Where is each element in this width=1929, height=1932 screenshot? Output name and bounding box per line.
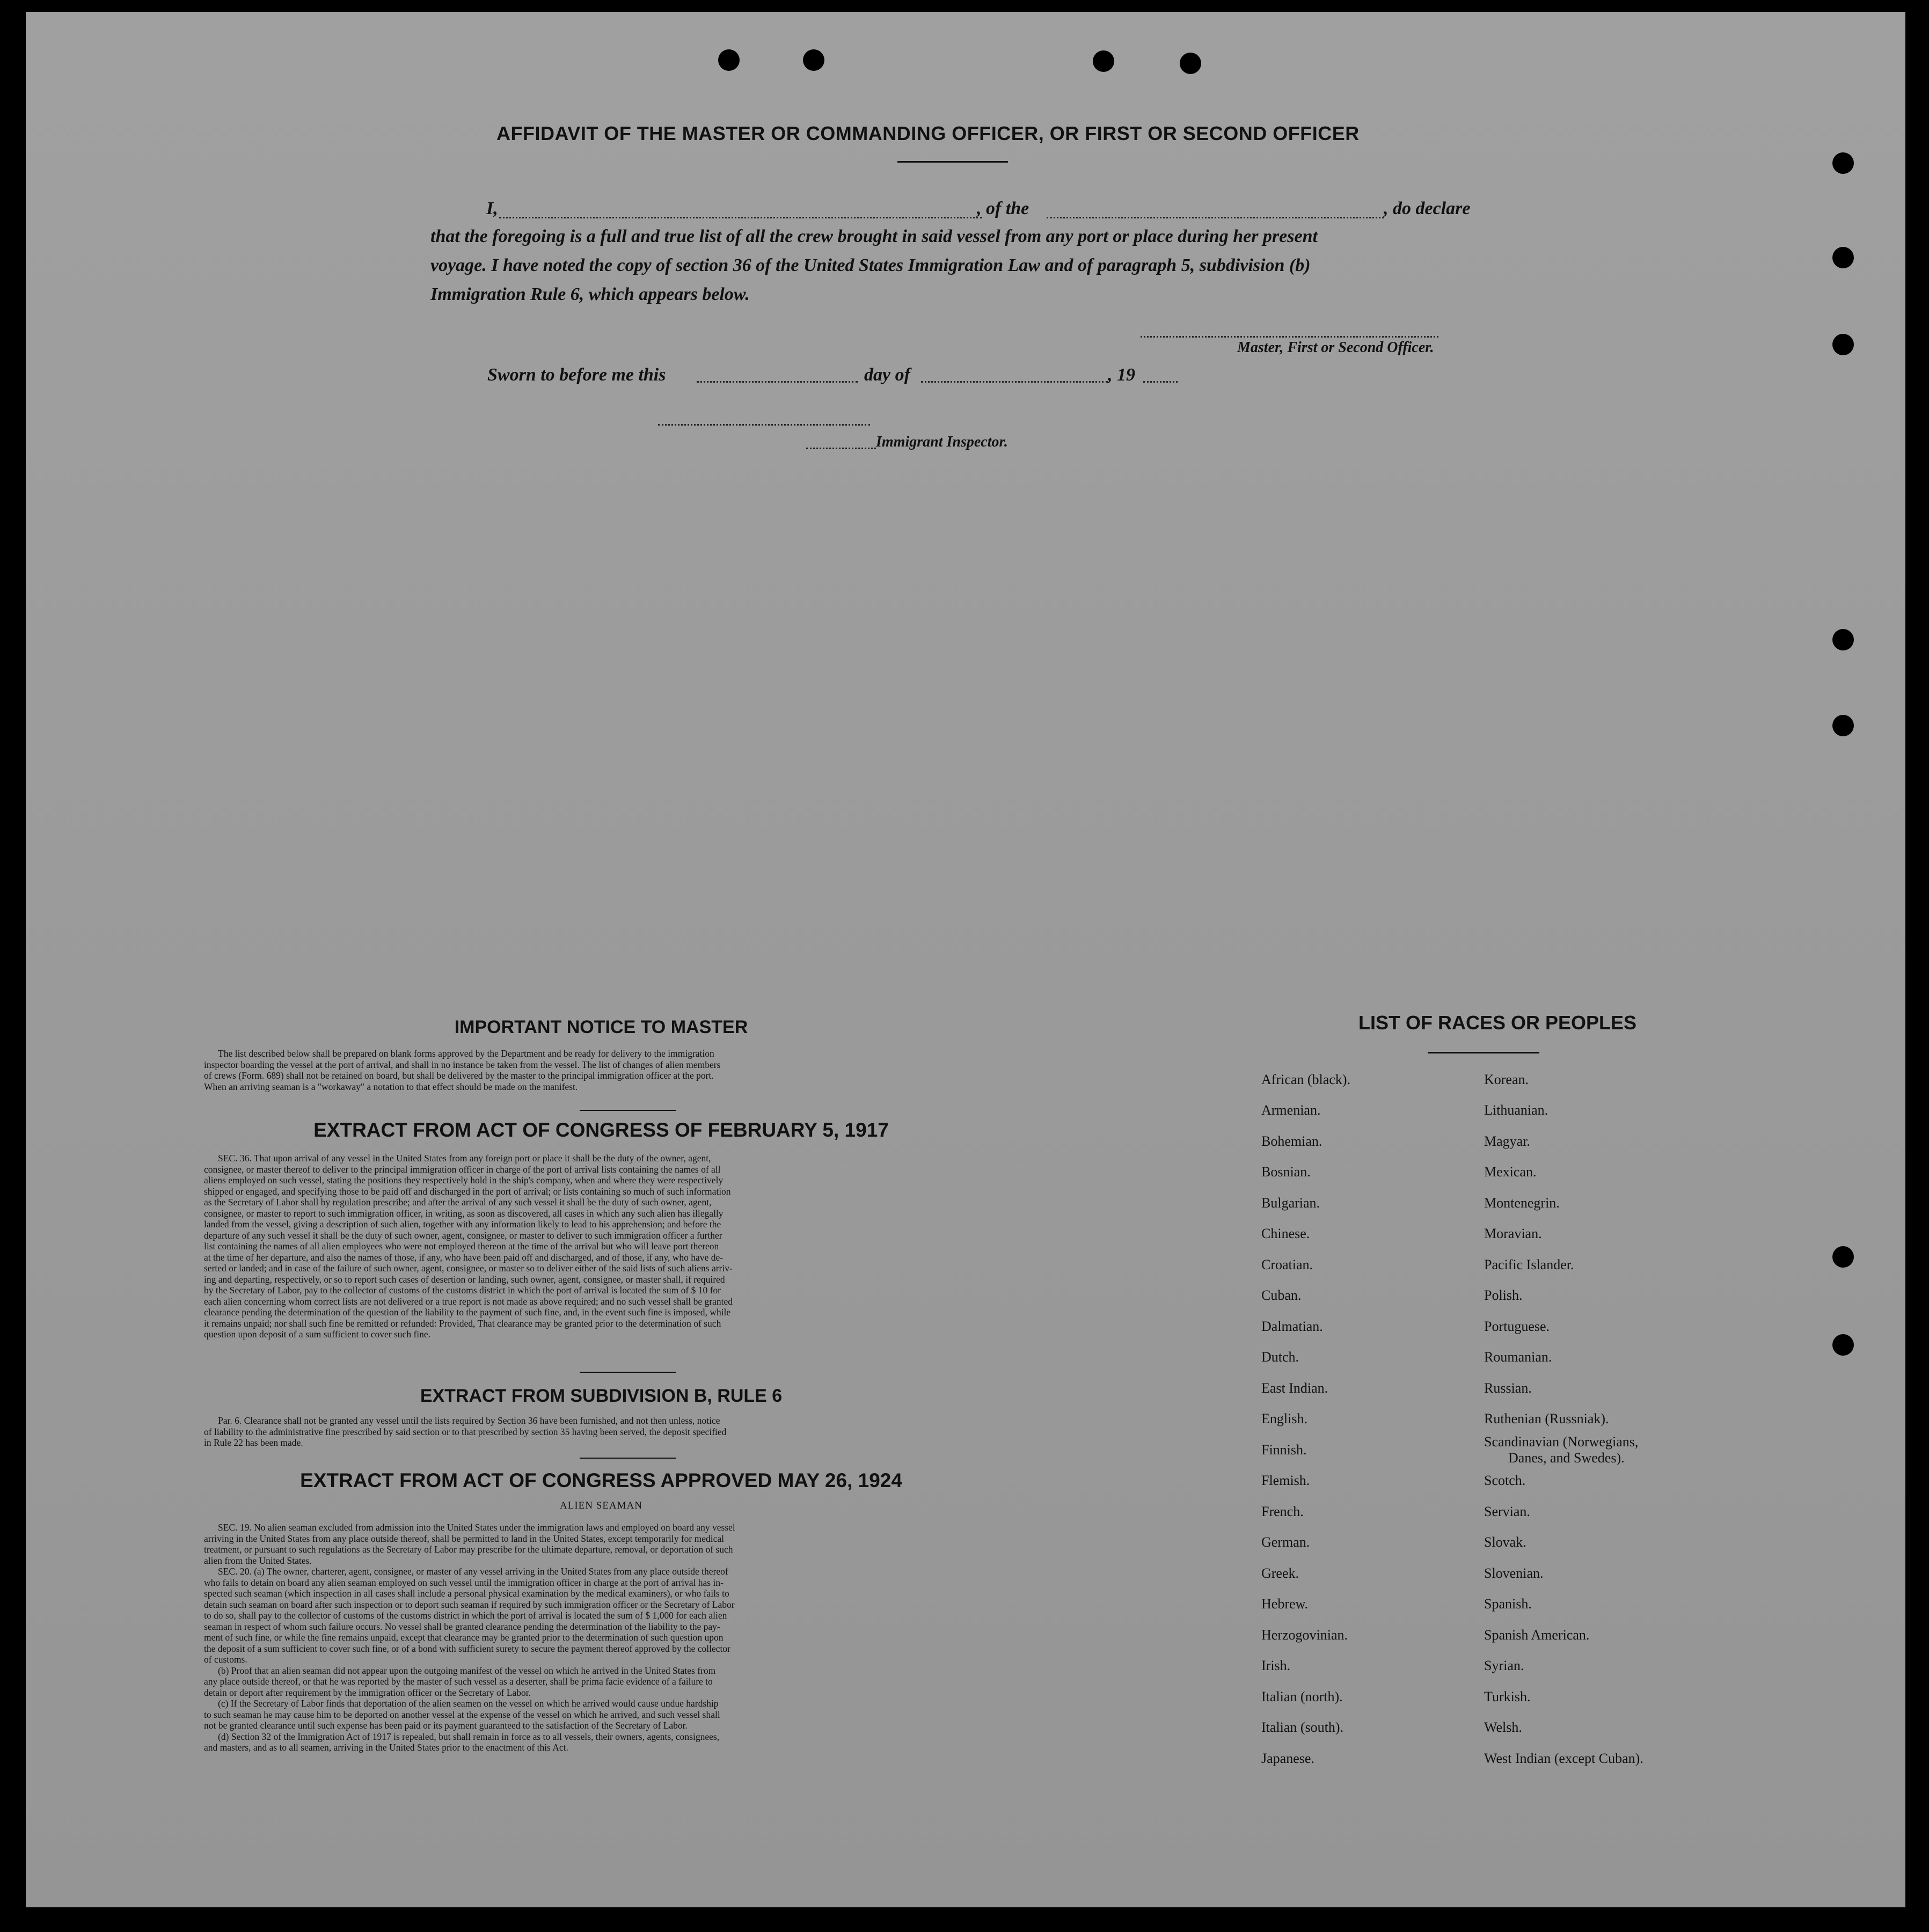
race-item: Hebrew.	[1261, 1596, 1309, 1612]
section-divider	[580, 1372, 676, 1373]
extract-1917-line: consignee, or master thereof to deliver to the principal immigration officer in charge of the port of arrival lists containing the names of all	[204, 1163, 721, 1175]
race-item: Croatian.	[1261, 1257, 1313, 1272]
notice-title: IMPORTANT NOTICE TO MASTER	[454, 1017, 748, 1037]
race-item: Ruthenian (Russniak).	[1484, 1411, 1609, 1426]
punch-hole	[1832, 1246, 1854, 1268]
extract-1924-line: seaman in respect of whom such failure occurs. No vessel shall be granted clearance pending the determination of the liability to the pay-	[204, 1621, 720, 1632]
section-divider	[580, 1458, 676, 1459]
race-item: Scandinavian (Norwegians,	[1484, 1434, 1639, 1450]
extract-1917-line: SEC. 36. That upon arrival of any vessel in the United States from any foreign port or place it shall be the duty of the owner, agent,	[218, 1153, 711, 1163]
race-item: Portuguese.	[1484, 1319, 1550, 1334]
race-item: Syrian.	[1484, 1658, 1524, 1673]
extract-rule6-line: of liability to the administrative fine prescribed by said section or to that prescribed by section 35 having been served, the deposit specified	[204, 1426, 727, 1437]
extract-rule6-title: EXTRACT FROM SUBDIVISION B, RULE 6	[420, 1386, 783, 1406]
race-item: Scotch.	[1484, 1473, 1526, 1488]
extract-1917-line: list containing the names of all alien employees who were not employed thereon at the time of the arrival but who will leave port thereon	[204, 1241, 719, 1252]
extract-1924-line: who fails to detain on board any alien seaman employed on such vessel until the immigration officer in charge at the port of arrival has in-	[204, 1577, 724, 1588]
punch-hole	[803, 49, 824, 71]
blank-month-field[interactable]	[921, 381, 1108, 383]
extract-1917-line: consignee, or master to report to such immigration officer, in writing, as soon as discovered, all cases in which any such alien has illegally	[204, 1208, 724, 1219]
affidavit-line-3: voyage. I have noted the copy of section 36 of the United States Immigration Law and of paragraph 5, subdivision (b)	[430, 255, 1311, 275]
inspector-label: Immigrant Inspector.	[876, 434, 1008, 450]
race-item: Cuban.	[1261, 1287, 1302, 1303]
blank-year-field[interactable]	[1143, 381, 1178, 383]
extract-1917-body	[204, 1153, 998, 1340]
races-title: LIST OF RACES OR PEOPLES	[1358, 1012, 1637, 1034]
extract-1924-line: ment of such fine, or while the fine remains unpaid, except that clearance may be granted prior to the determination of such question upon	[204, 1632, 724, 1643]
race-item: Armenian.	[1261, 1102, 1321, 1118]
race-item: Welsh.	[1484, 1719, 1522, 1735]
race-item: Herzogovinian.	[1261, 1627, 1348, 1643]
race-item: Japanese.	[1261, 1751, 1314, 1766]
extract-1924-line: (b) Proof that an alien seaman did not appear upon the outgoing manifest of the vessel on which he arrived in the United States from	[218, 1665, 716, 1676]
extract-1924-line: SEC. 19. No alien seaman excluded from admission into the United States under the immigration laws and employed on board any vessel	[218, 1522, 735, 1533]
race-item: Roumanian.	[1484, 1349, 1552, 1365]
section-divider	[580, 1110, 676, 1111]
extract-1917-line: ing and departing, respectively, or so to report such cases of desertion or landing, such owner, agent, consignee, or master shall, if required	[204, 1274, 725, 1285]
extract-rule6-line: in Rule 22 has been made.	[204, 1437, 303, 1448]
race-item: Polish.	[1484, 1287, 1523, 1303]
affidavit-of-the: , of the	[977, 199, 1029, 218]
race-item: Bohemian.	[1261, 1133, 1322, 1149]
extract-1924-line: not be granted clearance until such expense has been paid or its payment guaranteed to the satisfaction of the Secretary of Labor.	[204, 1720, 688, 1731]
affidavit-line-4: Immigration Rule 6, which appears below.	[430, 284, 750, 304]
affidavit-do-declare: , do declare	[1384, 199, 1471, 218]
punch-hole	[1093, 50, 1114, 72]
extract-1917-line: each alien concerning whom correct lists are not delivered or a true report is not made as above required; and no such vessel shall be granted	[204, 1296, 733, 1307]
extract-1917-line: aliens employed on such vessel, stating the positions they respectively hold in the ship's company, when and where they were respectively	[204, 1175, 724, 1185]
extract-1924-line: treatment, or pursuant to such regulations as the Secretary of Labor may prescribe for the ultimate departure, removal, or deportation of such	[204, 1544, 733, 1555]
punch-hole	[1832, 629, 1854, 650]
extract-1924-line: arriving in the United States from any place outside thereof, shall be permitted to land in the United States, except temporarily for medical	[204, 1533, 725, 1544]
punch-hole	[1832, 715, 1854, 736]
race-item: Spanish American.	[1484, 1627, 1590, 1643]
extract-1924-subtitle: ALIEN SEAMAN	[560, 1500, 642, 1511]
extract-1924-line: the deposit of a sum sufficient to cover such fine, or of a bond with sufficient surety to secure the payment thereof approved by the collector	[204, 1643, 730, 1654]
notice-line: The list described below shall be prepared on blank forms approved by the Department and be ready for delivery to the immigration	[218, 1048, 714, 1059]
punch-hole	[1832, 247, 1854, 268]
extract-1924-line: to do so, shall pay to the collector of customs of the customs district in which the port of arrival is located the sum of $ 1,000 for each alien	[204, 1610, 727, 1621]
race-item: Slovenian.	[1484, 1565, 1544, 1581]
blank-vessel-field[interactable]	[1047, 217, 1384, 218]
notice-body	[204, 1048, 998, 1092]
race-item: Spanish.	[1484, 1596, 1532, 1612]
sworn-day-of: day of	[864, 365, 910, 385]
inspector-signature-line[interactable]	[658, 424, 870, 426]
race-item: German.	[1261, 1534, 1310, 1550]
extract-1917-line: landed from the vessel, giving a description of such alien, together with any information likely to lead to his apprehension; and before the	[204, 1219, 721, 1230]
race-item: Chinese.	[1261, 1226, 1310, 1241]
race-item: Magyar.	[1484, 1133, 1530, 1149]
race-item: Montenegrin.	[1484, 1195, 1560, 1211]
sworn-year: , 19	[1108, 365, 1135, 385]
race-item: Dalmatian.	[1261, 1319, 1323, 1334]
master-signature-line[interactable]	[1141, 336, 1438, 338]
race-item: Danes, and Swedes).	[1508, 1450, 1625, 1466]
extract-1917-line: question upon deposit of a sum sufficient to cover such fine.	[204, 1329, 431, 1340]
extract-1917-line: departure of any such vessel it shall be the duty of such owner, agent, consignee, or master to deliver to such immigration officer a further	[204, 1230, 722, 1241]
punch-hole	[1180, 53, 1201, 74]
race-item: Finnish.	[1261, 1442, 1307, 1458]
races-title-rule	[1428, 1052, 1539, 1053]
extract-1924-line: to such seaman he may cause him to be deported on another vessel at the expense of the vessel on which he arrived, and such vessel shall	[204, 1709, 720, 1720]
extract-1924-line: of customs.	[204, 1654, 247, 1665]
race-item: West Indian (except Cuban).	[1484, 1751, 1643, 1766]
race-item: Korean.	[1484, 1072, 1529, 1087]
race-item: French.	[1261, 1504, 1304, 1519]
extract-rule6-body	[204, 1415, 998, 1448]
race-item: Bosnian.	[1261, 1164, 1311, 1180]
affidavit-i: I,	[486, 199, 498, 218]
extract-1917-line: as the Secretary of Labor shall by regulation prescribe; and after the arrival of any such vessel it shall be the duty of such owner, agent,	[204, 1197, 712, 1208]
notice-line: inspector boarding the vessel at the port of arrival, and shall in no instance be taken from the vessel. The list of changes of alien members	[204, 1059, 721, 1070]
extract-1917-line: by the Secretary of Labor, pay to the collector of customs of the customs district in which the port of arrival is located the sum of $ 10 for	[204, 1285, 721, 1296]
extract-1924-line: SEC. 20. (a) The owner, charterer, agent, consignee, or master of any vessel arriving in the United States from any place outside thereof	[218, 1566, 728, 1577]
punch-hole	[1832, 1334, 1854, 1356]
race-item: Lithuanian.	[1484, 1102, 1548, 1118]
extract-1924-line: (d) Section 32 of the Immigration Act of 1917 is repealed, but shall remain in force as to all vessels, their owners, agents, consignees,	[218, 1731, 720, 1742]
race-item: Dutch.	[1261, 1349, 1299, 1365]
extract-1917-line: it remains unpaid; nor shall such fine be remitted or refunded: Provided, That clearance may be granted prior to the determination of such	[204, 1318, 721, 1329]
race-item: English.	[1261, 1411, 1307, 1426]
blank-name-field[interactable]	[499, 217, 982, 218]
race-item: African (black).	[1261, 1072, 1351, 1087]
punch-hole	[718, 49, 740, 71]
notice-line: When an arriving seaman is a "workaway" a notation to that effect should be made on the manifest.	[204, 1081, 578, 1092]
notice-line: of crews (Form. 689) shall not be retained on board, but shall be delivered by the master to the principal immigration officer at the port.	[204, 1070, 714, 1081]
race-item: Italian (south).	[1261, 1719, 1344, 1735]
extract-1917-line: shipped or engaged, and specifying those to be paid off and discharged in the port of arrival; or lists containing so much of such information	[204, 1185, 731, 1197]
race-item: East Indian.	[1261, 1380, 1328, 1396]
inspector-signature-lead	[806, 448, 876, 449]
affidavit-title-rule	[897, 161, 1008, 163]
race-item: Moravian.	[1484, 1226, 1542, 1241]
race-item: Turkish.	[1484, 1689, 1531, 1704]
affidavit-line-2: that the foregoing is a full and true list of all the crew brought in said vessel from any port or place during her present	[430, 226, 1318, 246]
extract-1917-line: serted or landed; and in case of the failure of such owner, agent, consignee, or master so to deliver either of the said lists of such aliens arriv-	[204, 1263, 733, 1274]
race-item: Russian.	[1484, 1380, 1532, 1396]
race-item: Flemish.	[1261, 1473, 1310, 1488]
extract-1917-line: at the time of her departure, and also the names of those, if any, who have been paid off and discharged, and of those, if any, who have de-	[204, 1252, 724, 1263]
extract-rule6-line: Par. 6. Clearance shall not be granted any vessel until the lists required by Section 36 have been furnished, and not then unless, notice	[218, 1415, 720, 1426]
blank-day-field[interactable]	[697, 381, 858, 383]
punch-hole	[1832, 152, 1854, 174]
extract-1924-line: detain or deport after requirement by the immigration officer or the Secretary of Labor.	[204, 1687, 531, 1698]
race-item: Italian (north).	[1261, 1689, 1343, 1704]
extract-1924-line: alien from the United States.	[204, 1555, 312, 1566]
sworn-prefix: Sworn to before me this	[487, 365, 666, 385]
extract-1924-line: spected such seaman (which inspection in all cases shall include a personal physical examination by the medical examiners), or who fails to	[204, 1588, 729, 1599]
extract-1924-body	[204, 1522, 998, 1753]
extract-1924-line: detain such seaman on board after such inspection or to deport such seaman if required by such immigration officer or the Secretary of Labor	[204, 1599, 735, 1610]
affidavit-title: AFFIDAVIT OF THE MASTER OR COMMANDING OFFICER, OR FIRST OR SECOND OFFICER	[496, 122, 1360, 144]
master-signature-label: Master, First or Second Officer.	[1237, 339, 1434, 356]
race-item: Mexican.	[1484, 1164, 1537, 1180]
extract-1917-line: clearance pending the determination of the question of the liability to the payment of such fine, and, in the event such fine is imposed, while	[204, 1307, 731, 1318]
extract-1917-title: EXTRACT FROM ACT OF CONGRESS OF FEBRUARY 5, 1917	[313, 1119, 889, 1141]
extract-1924-line: and masters, and as to all seamen, arriving in the United States prior to the enactment of this Act.	[204, 1742, 568, 1753]
race-item: Pacific Islander.	[1484, 1257, 1574, 1272]
extract-1924-line: (c) If the Secretary of Labor finds that deportation of the alien seamen on the vessel on which he arrived would cause undue hardship	[218, 1698, 719, 1709]
race-item: Bulgarian.	[1261, 1195, 1320, 1211]
extract-1924-title: EXTRACT FROM ACT OF CONGRESS APPROVED MAY 26, 1924	[300, 1469, 902, 1491]
race-item: Slovak.	[1484, 1534, 1526, 1550]
race-item: Irish.	[1261, 1658, 1291, 1673]
extract-1924-line: any place outside thereof, or that he was reported by the master of such vessel as a deserter, shall be prima facie evidence of a failure to	[204, 1676, 713, 1687]
race-item: Servian.	[1484, 1504, 1530, 1519]
race-item: Greek.	[1261, 1565, 1299, 1581]
punch-hole	[1832, 334, 1854, 355]
